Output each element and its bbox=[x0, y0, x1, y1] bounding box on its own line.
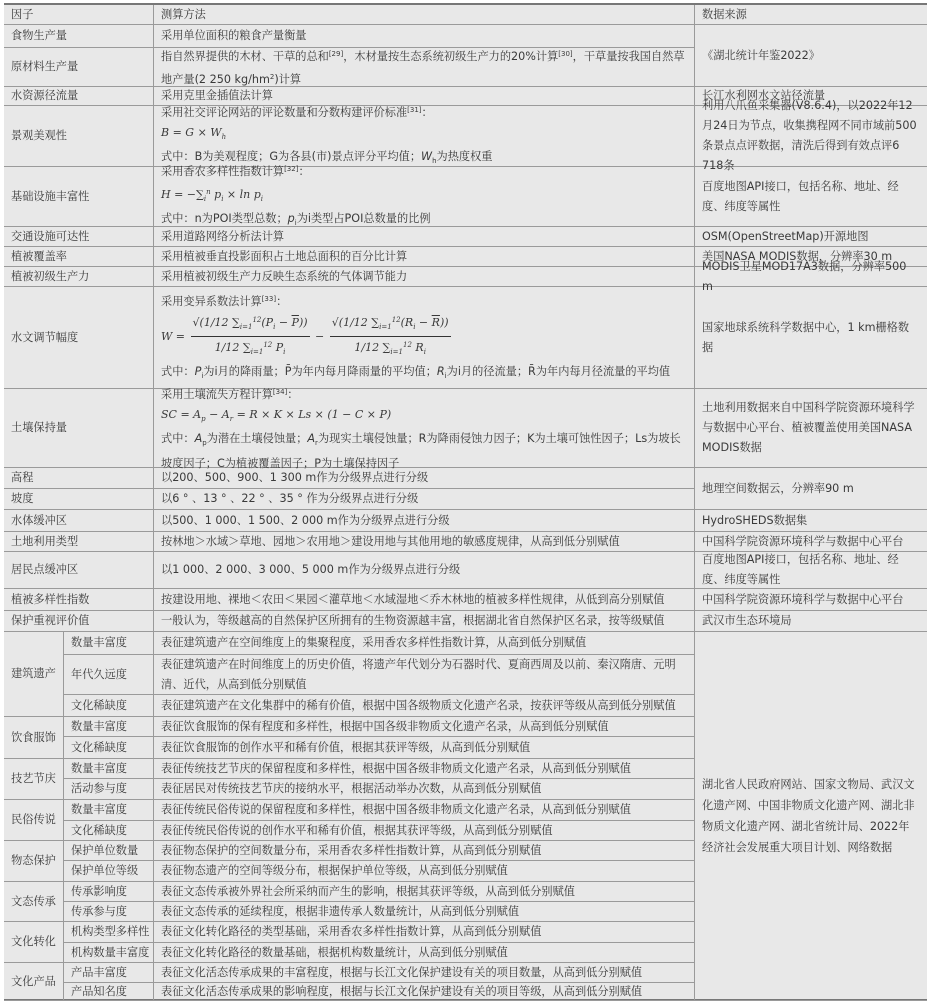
method-cell bbox=[154, 963, 695, 983]
factor-label: 居民点缓冲区 bbox=[11, 563, 79, 576]
method-text: 表征居民对传统技艺节庆的接纳水平，根据活动举办次数，从高到低分别赋值 bbox=[161, 782, 542, 795]
method-text: 表征文化转化路径的数量基础，根据机构数量统计，从高到低分别赋值 bbox=[161, 945, 508, 959]
source-text: 武汉市生态环境局 bbox=[702, 614, 792, 627]
factor-cell bbox=[4, 87, 154, 106]
factor-cell bbox=[4, 552, 154, 589]
sub-factor-cell bbox=[64, 943, 154, 963]
sub-factor-label: 数量丰富度 bbox=[71, 719, 127, 733]
source-text: 土地利用数据来自中国科学院资源环境科学与数据中心平台、植被覆盖使用美国NASA MODIS数据 bbox=[702, 401, 915, 454]
factor-label: 水体缓冲区 bbox=[11, 513, 67, 527]
sub-factor-cell bbox=[64, 759, 154, 779]
method-cell bbox=[154, 861, 695, 882]
formula: SC = $A_p - A_r = R \times K \times Ls \times (1 - C \times P)$ bbox=[161, 408, 392, 424]
method-text: 表征文化转化路径的类型基础，采用香农多样性指数计算，从高到低分别赋值 bbox=[161, 925, 542, 938]
source-cell bbox=[695, 510, 927, 532]
method-cell bbox=[154, 737, 695, 759]
sub-factor-label: 传承影响度 bbox=[71, 884, 127, 898]
factor-label: 植被覆盖率 bbox=[11, 249, 67, 263]
source-text: MODIS卫星MOD17A3数据，分辨率500 m bbox=[702, 259, 907, 293]
group-name-cell bbox=[4, 882, 64, 922]
method-text: 式中：$A_p$为潜在土壤侵蚀量；$A_r$为现实土壤侵蚀量；R为降雨侵蚀力因子；K为土壤可蚀性因子；Ls为坡长 bbox=[161, 432, 681, 448]
method-cell bbox=[154, 532, 695, 552]
sub-factor-cell bbox=[64, 983, 154, 1001]
method-text: 按建设用地、裸地＜农田＜果园＜灌草地＜水域湿地＜乔木林地的植被多样性规律，从低到高分别赋值 bbox=[161, 592, 665, 606]
method-cell bbox=[154, 821, 695, 841]
factor-cell bbox=[4, 468, 154, 489]
factor-label: 保护重视评价值 bbox=[11, 614, 90, 627]
group-name: 文态传承 bbox=[11, 894, 56, 908]
source-text: OSM(OpenStreetMap)开源地图 bbox=[702, 229, 869, 243]
sub-factor-cell bbox=[64, 963, 154, 983]
group-name-cell bbox=[4, 632, 64, 717]
method-text: 清、近代，从高到低分别赋值 bbox=[161, 677, 307, 691]
method-text: 采用克里金插值法计算 bbox=[161, 89, 273, 102]
group-name: 物态保护 bbox=[11, 854, 56, 867]
method-text: 以6 ° 、13 ° 、22 ° 、35 ° 作为分级界点进行分级 bbox=[161, 492, 419, 505]
source-text: 百度地图API接口，包括名称、地址、经度、纬度等属性 bbox=[702, 553, 899, 586]
formula: W = $\frac{√(1/12 \sum_{i=1}^{12}(P_i - \overline{P}))}{1/12 \sum_{i=1}^{12} P_i}$ − $\frac{√(1/12 \sum_{i=1}^{12}(R_i - \overline{R}))}{1/12 \sum_{i=1}^{12} R_i}$ bbox=[161, 312, 687, 361]
method-text: 坡度因子；C为植被覆盖因子；P为土壤保持因子 bbox=[161, 456, 400, 470]
factor-label: 土壤保持量 bbox=[11, 421, 67, 434]
method-text: 一般认为，等级越高的自然保护区所拥有的生物资源越丰富，根据湖北省自然保护区名录，按等级赋值 bbox=[161, 614, 665, 627]
group-name-cell bbox=[4, 841, 64, 882]
method-text: 表征文化活态传承成果的影响程度，根据与长江文化保护建设有关的项目等级，从高到低分别赋值 bbox=[161, 984, 643, 998]
group-name: 民俗传说 bbox=[11, 813, 56, 826]
factor-label: 水文调节幅度 bbox=[11, 330, 79, 344]
method-cell bbox=[154, 800, 695, 821]
method-text: 采用道路网络分析法计算 bbox=[161, 229, 285, 243]
sub-factor-label: 保护单位等级 bbox=[71, 864, 139, 877]
method-text: 以500、1 000、1 500、2 000 m作为分级界点进行分级 bbox=[161, 513, 450, 527]
method-cell bbox=[154, 611, 695, 632]
factor-label: 基础设施丰富性 bbox=[11, 189, 90, 203]
method-cell bbox=[154, 389, 695, 468]
sub-factor-cell bbox=[64, 655, 154, 695]
source-cell bbox=[695, 611, 927, 632]
method-text: 式中：n为POI类型总数；$p_i$为i类型占POI总数量的比例 bbox=[161, 212, 431, 228]
method-cell bbox=[154, 759, 695, 779]
method-cell bbox=[154, 841, 695, 861]
source-text: HydroSHEDS数据集 bbox=[702, 513, 808, 527]
factor-cell bbox=[4, 227, 154, 247]
sub-factor-cell bbox=[64, 717, 154, 737]
sub-factor-cell bbox=[64, 695, 154, 717]
factor-cell bbox=[4, 247, 154, 267]
source-cell bbox=[695, 227, 927, 247]
method-cell bbox=[154, 779, 695, 800]
header-source bbox=[695, 5, 927, 25]
factor-cell bbox=[4, 48, 154, 87]
factor-cell bbox=[4, 106, 154, 167]
header-factor-label: 因子 bbox=[11, 7, 34, 21]
method-text: 表征建筑遗产在时间维度上的历史价值，将遗产年代划分为石器时代、夏商西周及以前、秦汉隋唐、元明 bbox=[161, 657, 676, 671]
sub-factor-label: 产品知名度 bbox=[71, 984, 127, 998]
source-text: 百度地图API接口，包括名称、地址、经度、纬度等属性 bbox=[702, 179, 899, 213]
method-text: 采用植被初级生产力反映生态系统的气体调节能力 bbox=[161, 269, 408, 283]
group-name-cell bbox=[4, 963, 64, 1001]
source-text: 中国科学院资源环境科学与数据中心平台 bbox=[702, 534, 904, 548]
source-cell bbox=[695, 25, 927, 87]
method-cell bbox=[154, 589, 695, 611]
method-cell bbox=[154, 106, 695, 167]
factor-cell bbox=[4, 589, 154, 611]
method-cell bbox=[154, 695, 695, 717]
method-text: 地产量(2 250 $kg/hm^2$)计算 bbox=[161, 73, 302, 86]
sub-factor-label: 文化稀缺度 bbox=[71, 740, 127, 754]
method-cell bbox=[154, 882, 695, 902]
method-cell bbox=[154, 943, 695, 963]
method-cell bbox=[154, 552, 695, 589]
method-text: 表征建筑遗产在空间维度上的集聚程度，采用香农多样性指数计算，从高到低分别赋值 bbox=[161, 636, 587, 649]
sub-factor-label: 机构类型多样性 bbox=[71, 925, 150, 938]
group-name: 技艺节庆 bbox=[11, 772, 56, 785]
method-text: 采用植被垂直投影面积占土地总面积的百分比计算 bbox=[161, 249, 408, 263]
factor-cell bbox=[4, 389, 154, 468]
method-cell bbox=[154, 287, 695, 389]
factor-cell bbox=[4, 267, 154, 287]
method-cell bbox=[154, 655, 695, 695]
method-text: 式中：$P_i$为i月的降雨量；P̄为年内每月降雨量的平均值；$R_i$为i月的径流量；R̄为年内每月径流量的平均值 bbox=[161, 364, 671, 380]
indicator-table bbox=[4, 3, 927, 1001]
factor-label: 植被初级生产力 bbox=[11, 269, 90, 283]
method-text: 表征传统技艺节庆的保留程度和多样性，根据中国各级非物质文化遗产名录，从高到低分别赋值 bbox=[161, 761, 631, 775]
method-text: 采用土壤流失方程计算[34]： bbox=[161, 388, 299, 402]
sub-factor-cell bbox=[64, 779, 154, 800]
method-cell bbox=[154, 267, 695, 287]
header-source-label: 数据来源 bbox=[702, 7, 747, 21]
group-name: 文化转化 bbox=[11, 935, 56, 948]
group-name-cell bbox=[4, 800, 64, 841]
source-cell bbox=[695, 589, 927, 611]
method-cell bbox=[154, 983, 695, 1001]
factor-label: 植被多样性指数 bbox=[11, 592, 90, 606]
method-text: 表征文化活态传承成果的丰富程度，根据与长江文化保护建设有关的项目数量，从高到低分别赋值 bbox=[161, 965, 643, 979]
method-cell bbox=[154, 632, 695, 655]
method-text: 表征饮食服饰的创作水平和稀有价值，根据其获评等级，从高到低分别赋值 bbox=[161, 740, 531, 754]
sub-factor-cell bbox=[64, 841, 154, 861]
factor-label: 原材料生产量 bbox=[11, 60, 79, 73]
factor-cell bbox=[4, 532, 154, 552]
factor-label: 景观美观性 bbox=[11, 129, 67, 142]
method-cell bbox=[154, 48, 695, 87]
factor-label: 坡度 bbox=[11, 492, 34, 505]
sub-factor-cell bbox=[64, 882, 154, 902]
method-text: 按林地＞水域＞草地、园地＞农用地＞建设用地与其他用地的敏感度规律，从高到低分别赋值 bbox=[161, 534, 620, 548]
factor-cell bbox=[4, 25, 154, 48]
factor-label: 交通设施可达性 bbox=[11, 229, 90, 243]
method-cell bbox=[154, 922, 695, 943]
source-text: 美国NASA MODIS数据，分辨率30 m bbox=[702, 249, 893, 263]
sub-factor-cell bbox=[64, 861, 154, 882]
formula: $B = G \times W_h$ bbox=[161, 126, 227, 142]
method-text: 采用变异系数法计算[33]： bbox=[161, 295, 288, 309]
group-name: 饮食服饰 bbox=[11, 730, 56, 744]
group-name-cell bbox=[4, 717, 64, 759]
method-cell bbox=[154, 247, 695, 267]
factor-cell bbox=[4, 611, 154, 632]
factor-cell bbox=[4, 510, 154, 532]
group-name-cell bbox=[4, 759, 64, 800]
method-text: 采用香农多样性指数计算[32]： bbox=[161, 165, 310, 179]
source-cell bbox=[695, 468, 927, 510]
factor-label: 食物生产量 bbox=[11, 29, 67, 42]
method-text: 表征物态遗产的空间等级分布，根据保护单位等级，从高到低分别赋值 bbox=[161, 864, 508, 877]
sub-factor-label: 传承参与度 bbox=[71, 904, 127, 918]
source-text: 利用八爪鱼采集器(V8.6.4)，以2022年12月24日为节点，收集携程网不同市域前500条景点点评数据，清洗后得到有效点评6 718条 bbox=[702, 99, 917, 172]
header-method bbox=[154, 5, 695, 25]
source-cell-cultural bbox=[695, 632, 927, 1001]
sub-factor-cell bbox=[64, 632, 154, 655]
source-cell bbox=[695, 259, 927, 293]
method-cell bbox=[154, 510, 695, 532]
method-text: 表征物态保护的空间数量分布，采用香农多样性指数计算，从高到低分别赋值 bbox=[161, 843, 542, 857]
source-cell bbox=[695, 552, 927, 589]
sub-factor-label: 产品丰富度 bbox=[71, 965, 127, 979]
method-text: 表征传统民俗传说的创作水平和稀有价值，根据其获评等级，从高到低分别赋值 bbox=[161, 823, 553, 837]
factor-cell bbox=[4, 287, 154, 389]
method-text: 表征传统民俗传说的保留程度和多样性，根据中国各级非物质文化遗产名录，从高到低分别赋值 bbox=[161, 803, 631, 816]
method-cell bbox=[154, 489, 695, 510]
sub-factor-cell bbox=[64, 922, 154, 943]
method-cell bbox=[154, 227, 695, 247]
factor-label: 水资源径流量 bbox=[11, 89, 79, 102]
sub-factor-label: 活动参与度 bbox=[71, 782, 127, 795]
method-cell bbox=[154, 717, 695, 737]
method-text: 表征建筑遗产在文化集群中的稀有价值，根据中国各级物质文化遗产名录，按获评等级从高到低分别赋值 bbox=[161, 698, 676, 712]
method-text: 表征文态传承被外界社会所采纳而产生的影响，根据其获评等级，从高到低分别赋值 bbox=[161, 884, 575, 898]
source-text: 《湖北统计年鉴2022》 bbox=[702, 48, 820, 62]
source-cell bbox=[695, 389, 927, 468]
sub-factor-label: 保护单位数量 bbox=[71, 843, 139, 857]
method-cell bbox=[154, 468, 695, 489]
method-text: 采用单位面积的粮食产量衡量 bbox=[161, 29, 307, 42]
method-text: 以1 000、2 000、3 000、5 000 m作为分级界点进行分级 bbox=[161, 563, 461, 576]
sub-factor-cell bbox=[64, 821, 154, 841]
sub-factor-cell bbox=[64, 737, 154, 759]
factor-cell bbox=[4, 167, 154, 227]
method-text: 以200、500、900、1 300 m作为分级界点进行分级 bbox=[161, 471, 429, 484]
sub-factor-label: 数量丰富度 bbox=[71, 636, 127, 649]
source-text: 湖北省人民政府网站、国家文物局、武汉文化遗产网、中国非物质文化遗产网、湖北非物质文化遗产网、湖北省统计局、2022年经济社会发展重大项目计划、网络数据 bbox=[702, 778, 915, 854]
group-name: 建筑遗产 bbox=[11, 667, 56, 680]
method-text: 表征文态传承的延续程度，根据非遗传承人数量统计，从高到低分别赋值 bbox=[161, 904, 520, 918]
header-method-label: 测算方法 bbox=[161, 7, 206, 21]
source-cell bbox=[695, 532, 927, 552]
source-cell bbox=[695, 99, 927, 172]
source-text: 长江水利网水文站径流量 bbox=[702, 89, 826, 102]
method-text: 式中：B为美观程度；G为各县(市)景点评分平均值；$W_h$为热度权重 bbox=[161, 150, 493, 166]
sub-factor-cell bbox=[64, 800, 154, 821]
sub-factor-label: 数量丰富度 bbox=[71, 803, 127, 816]
sub-factor-label: 文化稀缺度 bbox=[71, 698, 127, 712]
factor-label: 高程 bbox=[11, 471, 34, 484]
sub-factor-label: 机构数量丰富度 bbox=[71, 945, 150, 959]
source-text: 中国科学院资源环境科学与数据中心平台 bbox=[702, 592, 904, 606]
header-factor bbox=[4, 5, 154, 25]
factor-cell bbox=[4, 489, 154, 510]
method-cell bbox=[154, 167, 695, 227]
method-text: 指自然界提供的木材、干草的总和[29]，木材量按生态系统初级生产力的20%计算[30]，干草量按我国自然草 bbox=[161, 50, 685, 63]
source-text: 国家地球系统科学数据中心，1 km栅格数据 bbox=[702, 320, 910, 354]
source-cell bbox=[695, 287, 927, 389]
sub-factor-label: 数量丰富度 bbox=[71, 761, 127, 775]
source-cell bbox=[695, 167, 927, 227]
sub-factor-label: 年代久远度 bbox=[71, 667, 127, 681]
sub-factor-cell bbox=[64, 902, 154, 922]
method-cell bbox=[154, 902, 695, 922]
formula: $H = -\sum_i^n$ $p_i \times \ln p_i$ bbox=[161, 188, 264, 204]
group-name: 文化产品 bbox=[11, 974, 56, 988]
sub-factor-label: 文化稀缺度 bbox=[71, 823, 127, 837]
method-text: 采用社交评论网站的评论数量和分数构建评价标准[31]： bbox=[161, 106, 433, 120]
source-text: 地理空间数据云，分辨率90 m bbox=[702, 481, 854, 495]
method-text: 表征饮食服饰的保有程度和多样性，根据中国各级非物质文化遗产名录，从高到低分别赋值 bbox=[161, 719, 609, 733]
factor-label: 土地利用类型 bbox=[11, 534, 79, 548]
group-name-cell bbox=[4, 922, 64, 963]
